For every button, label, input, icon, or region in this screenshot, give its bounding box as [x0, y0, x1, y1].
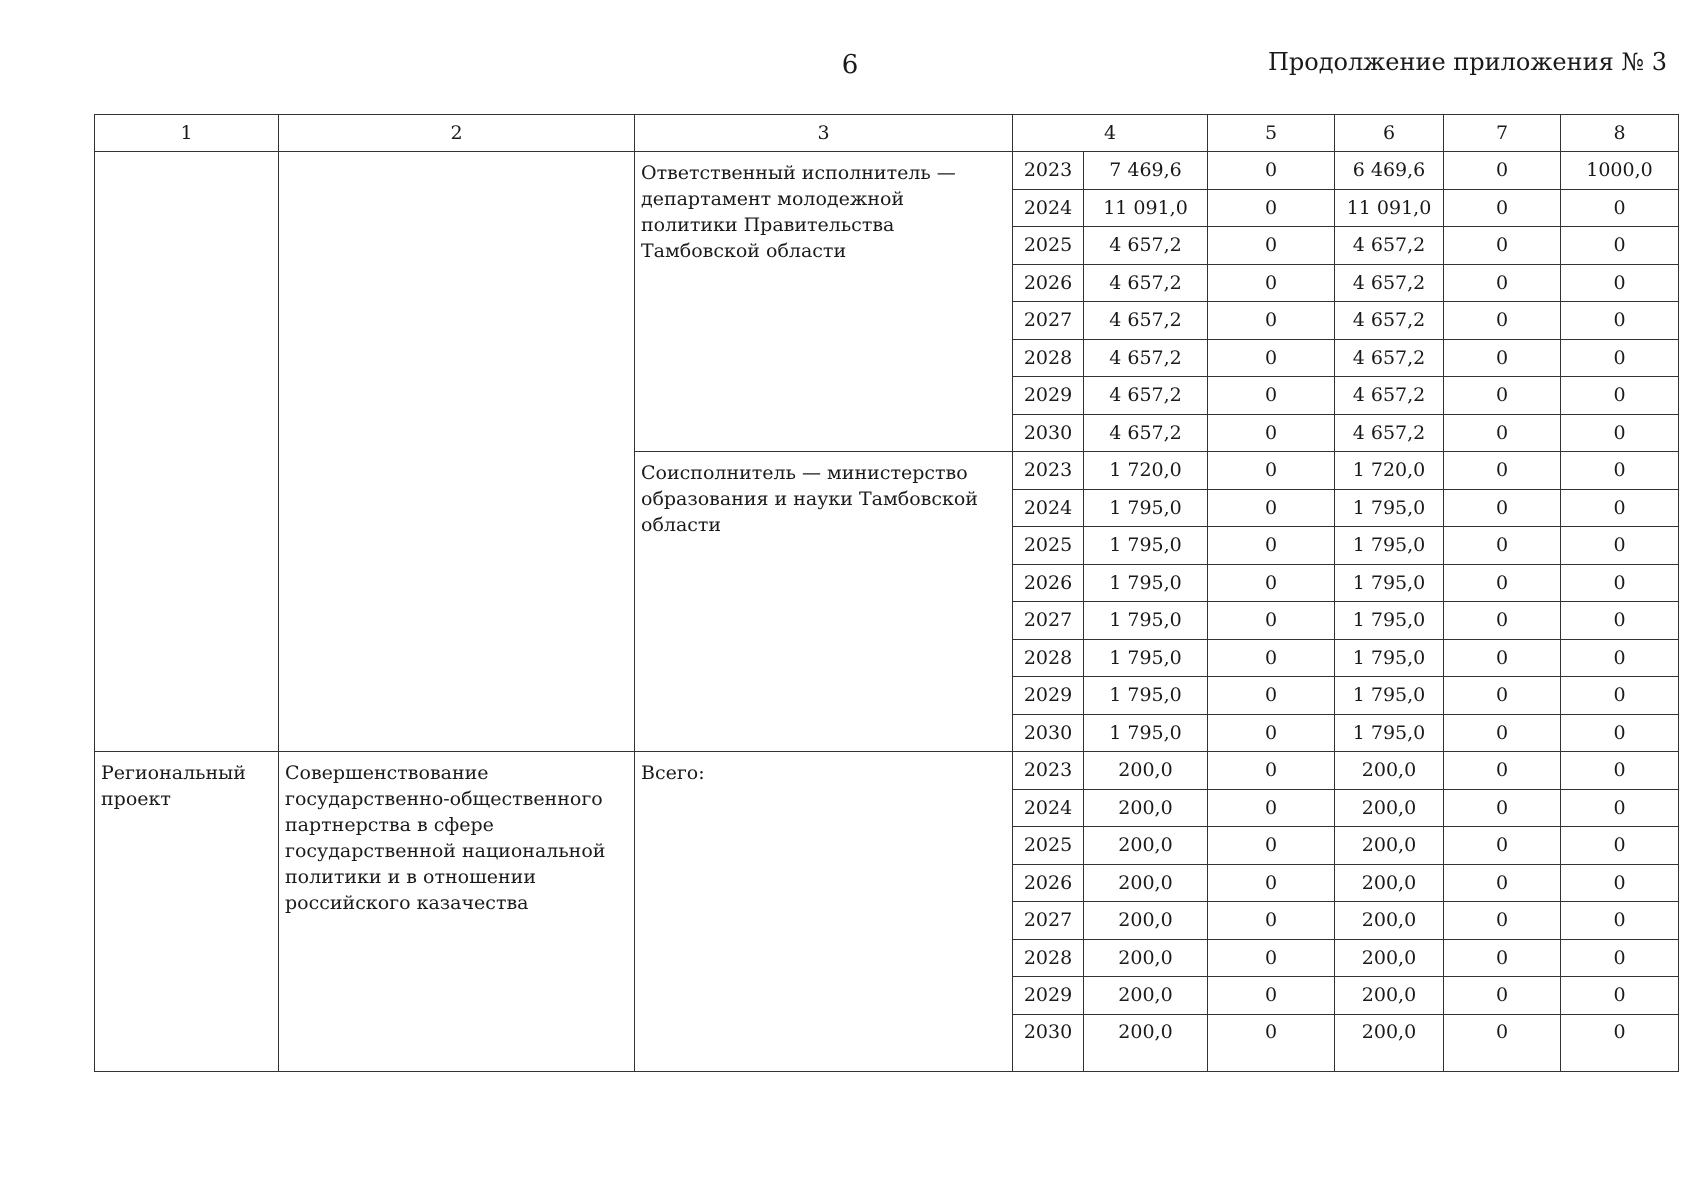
executor-cell: Соисполнитель — министерство образования и науки Тамбовской области	[635, 452, 1013, 752]
table-row	[95, 752, 1679, 790]
header-row	[95, 115, 1679, 152]
executor-cell: Ответственный исполнитель — департамент молодежной политики Правительства Тамбовской области	[635, 152, 1013, 452]
regional-cell: 1 795,0	[1335, 677, 1444, 715]
local-cell: 0	[1444, 227, 1561, 265]
year-cell: 2028	[1013, 939, 1084, 977]
year-cell: 2027	[1013, 302, 1084, 340]
federal-cell: 0	[1208, 902, 1335, 940]
total-cell: 200,0	[1084, 827, 1208, 865]
regional-cell: 200,0	[1335, 939, 1444, 977]
extra-budget-cell: 0	[1561, 827, 1679, 865]
executor-cell: Всего:	[635, 752, 1013, 1072]
regional-cell: 4 657,2	[1335, 264, 1444, 302]
regional-cell: 4 657,2	[1335, 227, 1444, 265]
total-cell: 200,0	[1084, 789, 1208, 827]
regional-cell: 4 657,2	[1335, 339, 1444, 377]
extra-budget-cell: 0	[1561, 452, 1679, 490]
federal-cell: 0	[1208, 1014, 1335, 1071]
event-name-cell	[279, 152, 635, 752]
extra-budget-cell: 0	[1561, 189, 1679, 227]
year-cell: 2028	[1013, 339, 1084, 377]
federal-cell: 0	[1208, 414, 1335, 452]
federal-cell: 0	[1208, 452, 1335, 490]
regional-cell: 4 657,2	[1335, 377, 1444, 415]
year-cell: 2029	[1013, 377, 1084, 415]
federal-cell: 0	[1208, 639, 1335, 677]
regional-cell: 200,0	[1335, 864, 1444, 902]
extra-budget-cell: 0	[1561, 789, 1679, 827]
federal-cell: 0	[1208, 977, 1335, 1015]
total-cell: 1 795,0	[1084, 677, 1208, 715]
extra-budget-cell: 0	[1561, 414, 1679, 452]
continuation-label: Продолжение приложения № 3	[1267, 48, 1667, 76]
local-cell: 0	[1444, 714, 1561, 752]
federal-cell: 0	[1208, 602, 1335, 640]
total-cell: 200,0	[1084, 939, 1208, 977]
local-cell: 0	[1444, 564, 1561, 602]
federal-cell: 0	[1208, 714, 1335, 752]
regional-cell: 1 795,0	[1335, 714, 1444, 752]
local-cell: 0	[1444, 264, 1561, 302]
regional-cell: 11 091,0	[1335, 189, 1444, 227]
federal-cell: 0	[1208, 789, 1335, 827]
extra-budget-cell: 0	[1561, 752, 1679, 790]
local-cell: 0	[1444, 489, 1561, 527]
total-cell: 1 720,0	[1084, 452, 1208, 490]
column-header: 7	[1444, 115, 1561, 152]
total-cell: 1 795,0	[1084, 489, 1208, 527]
page-number: 6	[841, 50, 859, 80]
federal-cell: 0	[1208, 827, 1335, 865]
year-cell: 2030	[1013, 1014, 1084, 1071]
extra-budget-cell: 0	[1561, 527, 1679, 565]
federal-cell: 0	[1208, 677, 1335, 715]
column-header: 5	[1208, 115, 1335, 152]
federal-cell: 0	[1208, 339, 1335, 377]
event-name-cell: Совершенствование государственно-общественного партнерства в сфере государственной национальной политики и в отношении российского казачества	[279, 752, 635, 1072]
total-cell: 1 795,0	[1084, 602, 1208, 640]
local-cell: 0	[1444, 377, 1561, 415]
local-cell: 0	[1444, 789, 1561, 827]
extra-budget-cell: 0	[1561, 902, 1679, 940]
regional-cell: 1 720,0	[1335, 452, 1444, 490]
extra-budget-cell: 0	[1561, 714, 1679, 752]
extra-budget-cell: 0	[1561, 639, 1679, 677]
federal-cell: 0	[1208, 189, 1335, 227]
total-cell: 4 657,2	[1084, 302, 1208, 340]
year-cell: 2025	[1013, 527, 1084, 565]
regional-cell: 200,0	[1335, 752, 1444, 790]
extra-budget-cell: 0	[1561, 1014, 1679, 1071]
total-cell: 4 657,2	[1084, 227, 1208, 265]
total-cell: 200,0	[1084, 864, 1208, 902]
year-cell: 2026	[1013, 264, 1084, 302]
federal-cell: 0	[1208, 564, 1335, 602]
year-cell: 2026	[1013, 864, 1084, 902]
total-cell: 7 469,6	[1084, 152, 1208, 190]
federal-cell: 0	[1208, 264, 1335, 302]
extra-budget-cell: 0	[1561, 302, 1679, 340]
extra-budget-cell: 0	[1561, 677, 1679, 715]
local-cell: 0	[1444, 152, 1561, 190]
regional-cell: 200,0	[1335, 977, 1444, 1015]
regional-cell: 200,0	[1335, 902, 1444, 940]
year-cell: 2023	[1013, 152, 1084, 190]
column-header: 2	[279, 115, 635, 152]
total-cell: 1 795,0	[1084, 714, 1208, 752]
total-cell: 1 795,0	[1084, 527, 1208, 565]
year-cell: 2025	[1013, 827, 1084, 865]
federal-cell: 0	[1208, 302, 1335, 340]
total-cell: 4 657,2	[1084, 339, 1208, 377]
table-body	[95, 152, 1679, 1072]
extra-budget-cell: 0	[1561, 864, 1679, 902]
local-cell: 0	[1444, 639, 1561, 677]
local-cell: 0	[1444, 977, 1561, 1015]
federal-cell: 0	[1208, 227, 1335, 265]
year-cell: 2024	[1013, 189, 1084, 227]
federal-cell: 0	[1208, 152, 1335, 190]
year-cell: 2029	[1013, 677, 1084, 715]
total-cell: 4 657,2	[1084, 264, 1208, 302]
regional-cell: 6 469,6	[1335, 152, 1444, 190]
year-cell: 2029	[1013, 977, 1084, 1015]
column-header: 3	[635, 115, 1013, 152]
regional-cell: 200,0	[1335, 827, 1444, 865]
year-cell: 2027	[1013, 602, 1084, 640]
federal-cell: 0	[1208, 752, 1335, 790]
extra-budget-cell: 0	[1561, 602, 1679, 640]
extra-budget-cell: 0	[1561, 227, 1679, 265]
table-row	[95, 152, 1679, 190]
extra-budget-cell: 1000,0	[1561, 152, 1679, 190]
year-cell: 2023	[1013, 452, 1084, 490]
regional-cell: 1 795,0	[1335, 527, 1444, 565]
budget-table	[94, 114, 1679, 1072]
total-cell: 200,0	[1084, 1014, 1208, 1071]
federal-cell: 0	[1208, 489, 1335, 527]
local-cell: 0	[1444, 414, 1561, 452]
local-cell: 0	[1444, 189, 1561, 227]
regional-cell: 1 795,0	[1335, 489, 1444, 527]
local-cell: 0	[1444, 939, 1561, 977]
federal-cell: 0	[1208, 377, 1335, 415]
extra-budget-cell: 0	[1561, 264, 1679, 302]
regional-cell: 1 795,0	[1335, 602, 1444, 640]
extra-budget-cell: 0	[1561, 489, 1679, 527]
year-cell: 2024	[1013, 489, 1084, 527]
local-cell: 0	[1444, 827, 1561, 865]
local-cell: 0	[1444, 339, 1561, 377]
regional-cell: 4 657,2	[1335, 414, 1444, 452]
federal-cell: 0	[1208, 939, 1335, 977]
regional-cell: 1 795,0	[1335, 639, 1444, 677]
year-cell: 2023	[1013, 752, 1084, 790]
year-cell: 2025	[1013, 227, 1084, 265]
local-cell: 0	[1444, 752, 1561, 790]
extra-budget-cell: 0	[1561, 339, 1679, 377]
row-type-cell: Региональный проект	[95, 752, 279, 1072]
local-cell: 0	[1444, 602, 1561, 640]
extra-budget-cell: 0	[1561, 939, 1679, 977]
total-cell: 200,0	[1084, 977, 1208, 1015]
year-cell: 2030	[1013, 414, 1084, 452]
total-cell: 200,0	[1084, 902, 1208, 940]
regional-cell: 1 795,0	[1335, 564, 1444, 602]
local-cell: 0	[1444, 1014, 1561, 1071]
local-cell: 0	[1444, 677, 1561, 715]
year-cell: 2030	[1013, 714, 1084, 752]
federal-cell: 0	[1208, 864, 1335, 902]
local-cell: 0	[1444, 302, 1561, 340]
local-cell: 0	[1444, 527, 1561, 565]
total-cell: 1 795,0	[1084, 564, 1208, 602]
extra-budget-cell: 0	[1561, 377, 1679, 415]
row-type-cell	[95, 152, 279, 752]
column-header: 8	[1561, 115, 1679, 152]
regional-cell: 200,0	[1335, 789, 1444, 827]
year-cell: 2027	[1013, 902, 1084, 940]
local-cell: 0	[1444, 452, 1561, 490]
total-cell: 200,0	[1084, 752, 1208, 790]
federal-cell: 0	[1208, 527, 1335, 565]
year-cell: 2024	[1013, 789, 1084, 827]
column-header: 6	[1335, 115, 1444, 152]
local-cell: 0	[1444, 864, 1561, 902]
year-cell: 2028	[1013, 639, 1084, 677]
extra-budget-cell: 0	[1561, 977, 1679, 1015]
regional-cell: 4 657,2	[1335, 302, 1444, 340]
local-cell: 0	[1444, 902, 1561, 940]
total-cell: 1 795,0	[1084, 639, 1208, 677]
total-cell: 4 657,2	[1084, 377, 1208, 415]
column-header: 1	[95, 115, 279, 152]
total-cell: 4 657,2	[1084, 414, 1208, 452]
year-cell: 2026	[1013, 564, 1084, 602]
extra-budget-cell: 0	[1561, 564, 1679, 602]
regional-cell: 200,0	[1335, 1014, 1444, 1071]
column-header: 4	[1013, 115, 1208, 152]
total-cell: 11 091,0	[1084, 189, 1208, 227]
